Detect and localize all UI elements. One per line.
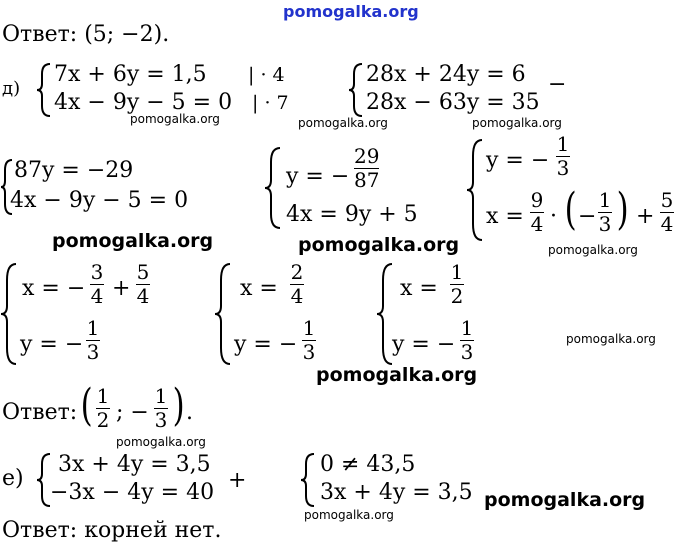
sys7-line2-lhs: y = − — [234, 332, 298, 357]
brace — [214, 262, 232, 366]
brace — [36, 62, 52, 118]
minus-sign: − — [548, 72, 567, 97]
fraction: 1 3 — [86, 316, 100, 364]
brace — [264, 146, 282, 230]
fraction: 3 4 — [90, 260, 104, 308]
fraction: 1 3 — [154, 384, 168, 432]
part-d-label: д) — [2, 78, 21, 99]
minus-sign: − — [578, 204, 597, 229]
e-sys2-line2: 3x + 4y = 3,5 — [320, 480, 473, 505]
watermark-big: pomogalka.org — [484, 489, 646, 511]
brace — [0, 262, 18, 366]
sys7-line1-lhs: x = — [240, 276, 278, 301]
sys8-line2-lhs: y = − — [392, 332, 456, 357]
multiplier-7: | · 7 — [252, 92, 289, 114]
watermark-small: pomogalka.org — [116, 435, 206, 449]
sys4-line2: 4x = 9y + 5 — [286, 202, 418, 227]
sys5-line1-lhs: y = − — [486, 148, 550, 173]
paren-left: ( — [564, 184, 577, 235]
paren-left: ( — [80, 380, 93, 431]
answer-prefix: Ответ: — [2, 400, 78, 425]
fraction: 1 3 — [598, 188, 612, 236]
watermark-big: pomogalka.org — [298, 234, 460, 256]
watermark-small: pomogalka.org — [304, 508, 394, 522]
brace — [466, 138, 484, 242]
fraction: 29 87 — [354, 144, 380, 192]
sys2-line2: 28x − 63y = 35 — [366, 90, 540, 115]
fraction: 5 4 — [136, 260, 150, 308]
fraction: 9 4 — [530, 188, 544, 236]
paren-right: ) — [172, 380, 185, 431]
sys6-line2-lhs: y = − — [20, 332, 84, 357]
fraction: 1 2 — [96, 384, 110, 432]
fraction: 5 4 — [660, 188, 674, 236]
plus-sign: + — [112, 276, 131, 301]
plus-sign: + — [228, 468, 247, 493]
answer-period: . — [186, 400, 193, 425]
dot-operator: · — [550, 204, 557, 229]
watermark-small: pomogalka.org — [298, 116, 388, 130]
answer-separator: ; − — [116, 400, 149, 425]
sys2-line1: 28x + 24y = 6 — [366, 62, 526, 87]
sys1-line1: 7x + 6y = 1,5 — [54, 62, 207, 87]
watermark-small: pomogalka.org — [566, 332, 656, 346]
sys3-line1: 87y = −29 — [14, 158, 134, 183]
e-sys1-line1: 3x + 4y = 3,5 — [58, 452, 211, 477]
answer-line-1: Ответ: (5; −2). — [2, 22, 170, 47]
sys8-line1-lhs: x = — [400, 276, 438, 301]
watermark-small: pomogalka.org — [130, 112, 220, 126]
answer-line-e: Ответ: корней нет. — [2, 518, 222, 543]
watermark-big: pomogalka.org — [316, 364, 478, 386]
sys5-line2-lhs: x = — [486, 204, 524, 229]
watermark-small: pomogalka.org — [548, 243, 638, 257]
sys4-line1-lhs: y = − — [286, 164, 350, 189]
watermark-small: pomogalka.org — [472, 116, 562, 130]
fraction: 1 3 — [460, 316, 474, 364]
sys1-line2: 4x − 9y − 5 = 0 — [54, 90, 233, 115]
part-e-label: е) — [2, 466, 24, 491]
brace — [300, 452, 316, 508]
fraction: 1 2 — [450, 260, 464, 308]
sys6-line1-lhs: x = − — [22, 276, 86, 301]
e-sys1-line2: −3x − 4y = 40 — [50, 480, 215, 505]
watermark-top: pomogalka.org — [283, 2, 419, 21]
multiplier-4: | · 4 — [248, 64, 285, 86]
fraction: 1 3 — [556, 132, 570, 180]
sys3-line2: 4x − 9y − 5 = 0 — [10, 188, 189, 213]
paren-right: ) — [616, 184, 629, 235]
e-sys2-line1: 0 ≠ 43,5 — [320, 452, 416, 477]
fraction: 2 4 — [290, 260, 304, 308]
brace — [348, 62, 364, 118]
fraction: 1 3 — [302, 316, 316, 364]
watermark-big: pomogalka.org — [52, 230, 214, 252]
plus-sign: + — [636, 204, 655, 229]
